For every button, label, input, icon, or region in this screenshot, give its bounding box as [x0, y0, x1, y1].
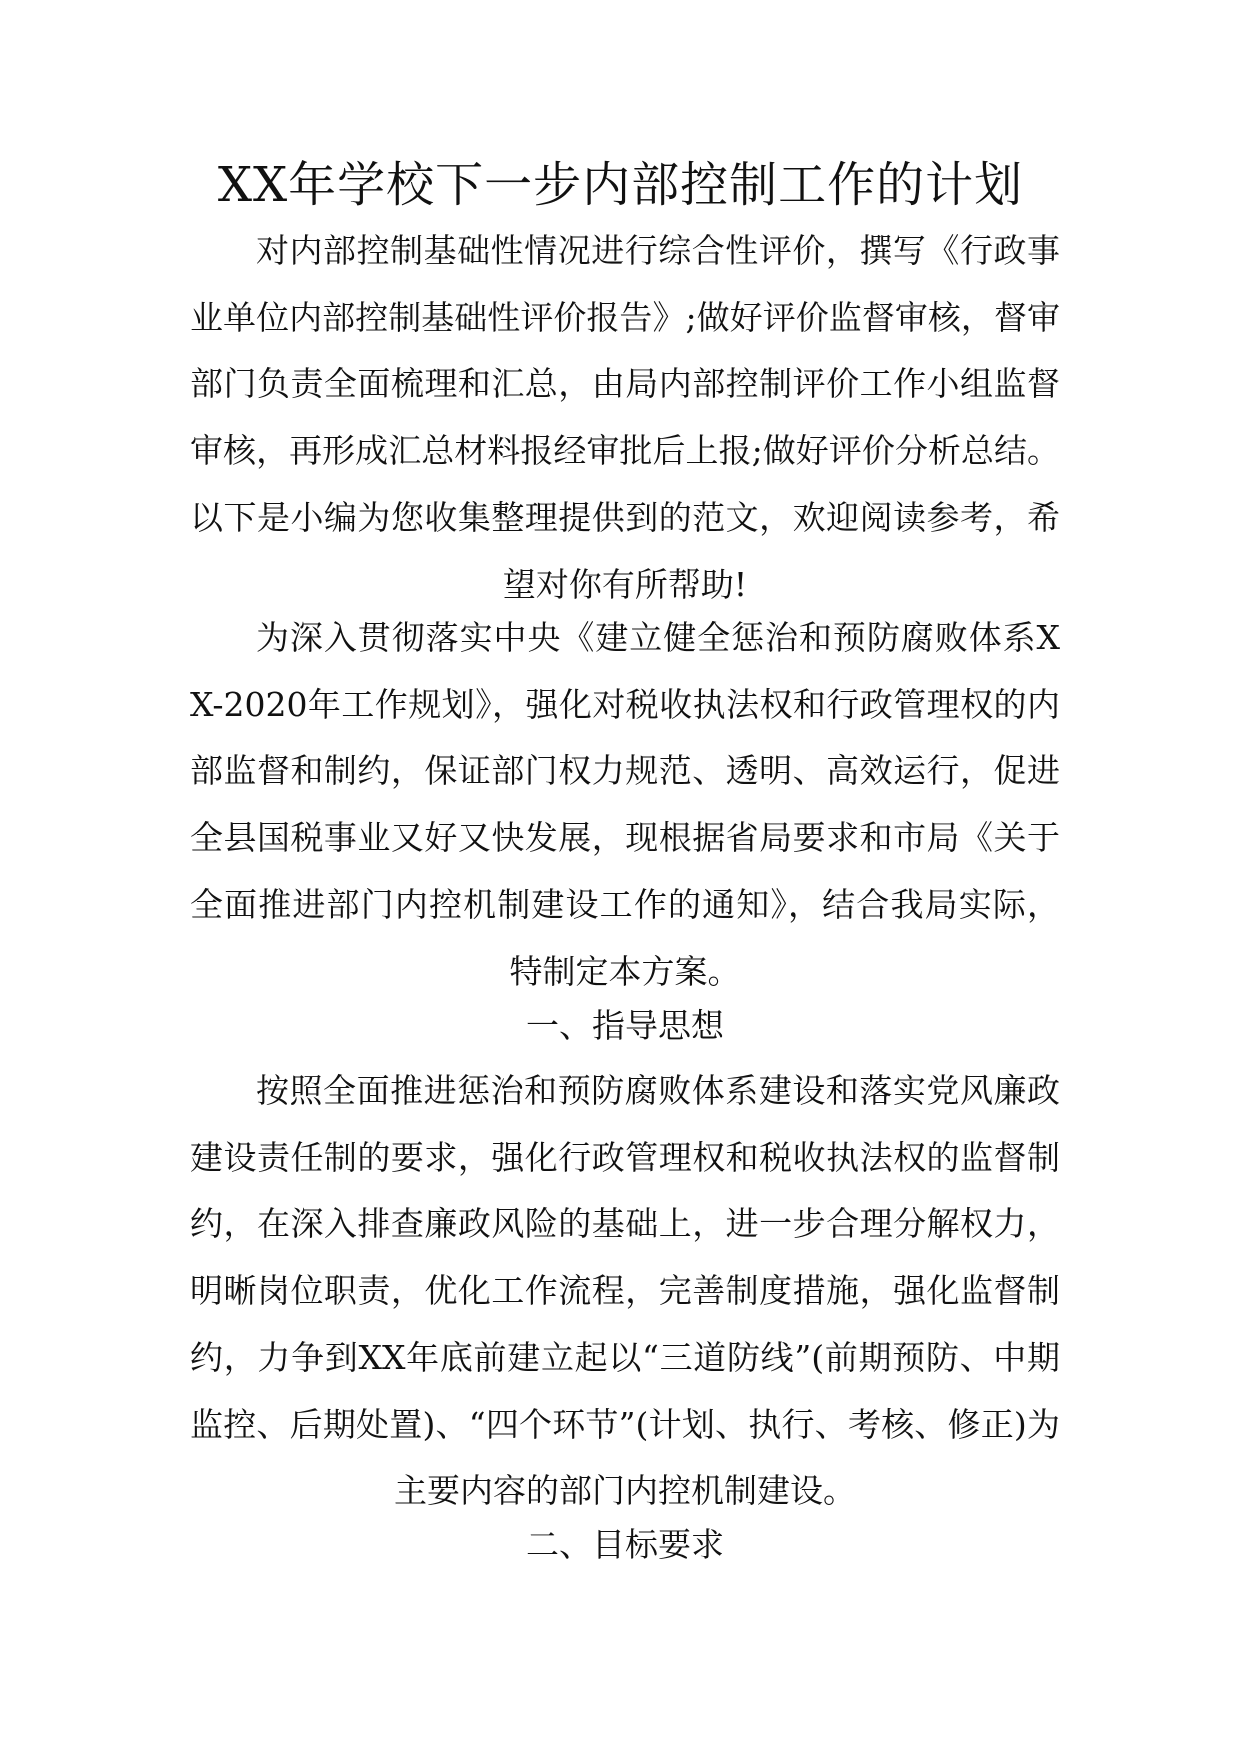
background-paragraph: 为深入贯彻落实中央《建立健全惩治和预防腐败体系XX-2020年工作规划》，强化对税收执法权和行政管理权的内部监督和制约，保证部门权力规范、透明、高效运行，促进全县国税事业又好又快发展，现根据省局要求和市局《关于全面推进部门内控机制建设工作的通知》，结合我局实际，特制定本方案。: [190, 618, 1060, 991]
section-heading-guiding-ideology: 一、指导思想: [526, 1006, 724, 1045]
document-title: XX年学校下一步内部控制工作的计划: [217, 157, 1024, 213]
section-heading-target-requirements: 二、目标要求: [526, 1525, 724, 1564]
intro-paragraph: 对内部控制基础性情况进行综合性评价，撰写《行政事业单位内部控制基础性评价报告》;做好评价监督审核，督审部门负责全面梳理和汇总，由局内部控制评价工作小组监督审核，再形成汇总材料报经审批后上报;做好评价分析总结。以下是小编为您收集整理提供到的范文，欢迎阅读参考，希望对你有所帮助!: [190, 231, 1060, 604]
guiding-ideology-paragraph: 按照全面推进惩治和预防腐败体系建设和落实党风廉政建设责任制的要求，强化行政管理权和税收执法权的监督制约，在深入排查廉政风险的基础上，进一步合理分解权力，明晰岗位职责，优化工作流程，完善制度措施，强化监督制约，力争到XX年底前建立起以“三道防线”(前期预防、中期监控、后期处置)、“四个环节”(计划、执行、考核、修正)为主要内容的部门内控机制建设。: [190, 1071, 1060, 1511]
